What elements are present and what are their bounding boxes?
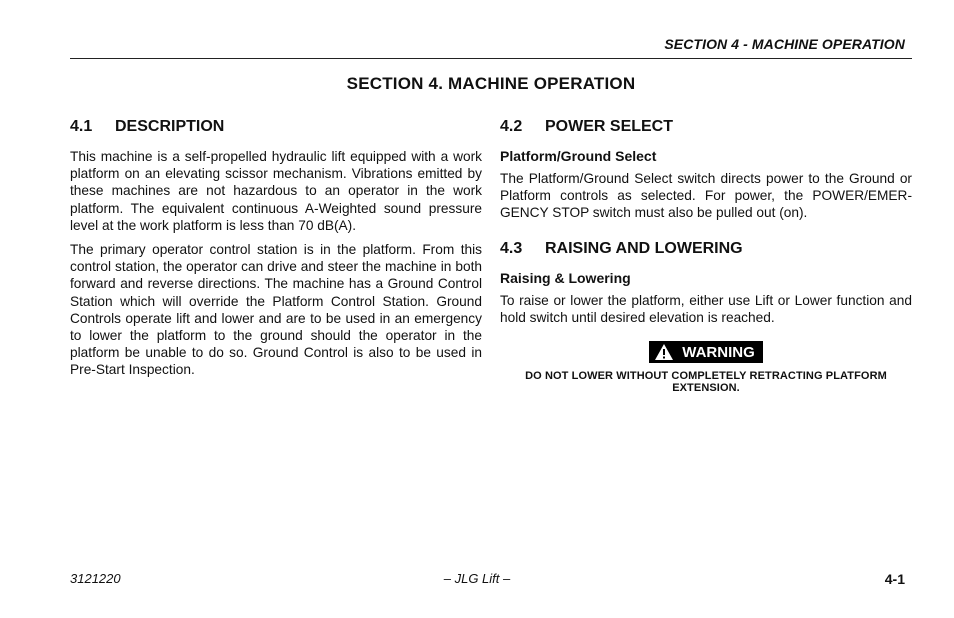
right-column: [500, 118, 912, 394]
warning-text: DO NOT LOWER WITHOUT COMPLETELY RETRACTING PLATFORM EXTENSION.: [525, 370, 887, 395]
section-number: 4.3: [500, 239, 523, 257]
subheading-raising-lowering: Raising & Lowering: [500, 269, 631, 286]
page-title: SECTION 4. MACHINE OPERATION: [346, 74, 636, 93]
section-number: 4.1: [70, 118, 93, 135]
footer-doc-number: 3121220: [70, 571, 121, 586]
section-title: POWER SELECT: [545, 118, 674, 135]
description-paragraph-1: This machine is a self-propelled hydraulic lift equipped with a work platform on an elevating scissor mechanism. Vibrations emitted by these machines are not hazardous to an operator in the work platform. The equivalent continuous A-Weighted sound pressure level at the work platform is less than 70 dB(A).: [70, 149, 482, 233]
power-select-paragraph: The Platform/Ground Select switch directs power to the Ground or Platform controls as selected. For power, the POWER/EMER-GENCY STOP switch must also be pulled out (on).: [500, 171, 912, 221]
warning-badge: [649, 341, 763, 363]
header-divider: [70, 58, 912, 59]
warning-callout: [500, 341, 912, 363]
footer-center-text: – JLG Lift –: [443, 571, 511, 586]
warning-label: WARNING: [682, 343, 755, 361]
left-column: [70, 118, 482, 379]
section-heading-raising-lowering: [500, 240, 912, 258]
raising-lowering-paragraph: To raise or lower the platform, either use Lift or Lower function and hold switch until desired elevation is reached.: [500, 292, 912, 325]
section-heading-power-select: [500, 118, 912, 136]
subheading-platform-ground-select: Platform/Ground Select: [500, 148, 657, 164]
running-header: SECTION 4 - MACHINE OPERATION: [664, 36, 905, 52]
footer-page-number: 4-1: [884, 571, 905, 587]
section-heading-description: [70, 118, 482, 136]
section-number: 4.2: [500, 118, 523, 135]
section-title: RAISING AND LOWERING: [545, 239, 743, 257]
warning-triangle-icon: [654, 343, 674, 361]
section-title: DESCRIPTION: [115, 118, 225, 135]
description-paragraph-2: The primary operator control station is in the platform. From this control station, the operator can drive and steer the machine in both forward and reverse directions. The machine has a Ground Control Station which will override the Platform Control Station. Ground Controls operate lift and lower and are to be used in an emergency to lower the platform to the ground should the operator in the platform be unable to do so. Ground Control is also to be used in Pre-Start Inspection.: [70, 242, 482, 378]
